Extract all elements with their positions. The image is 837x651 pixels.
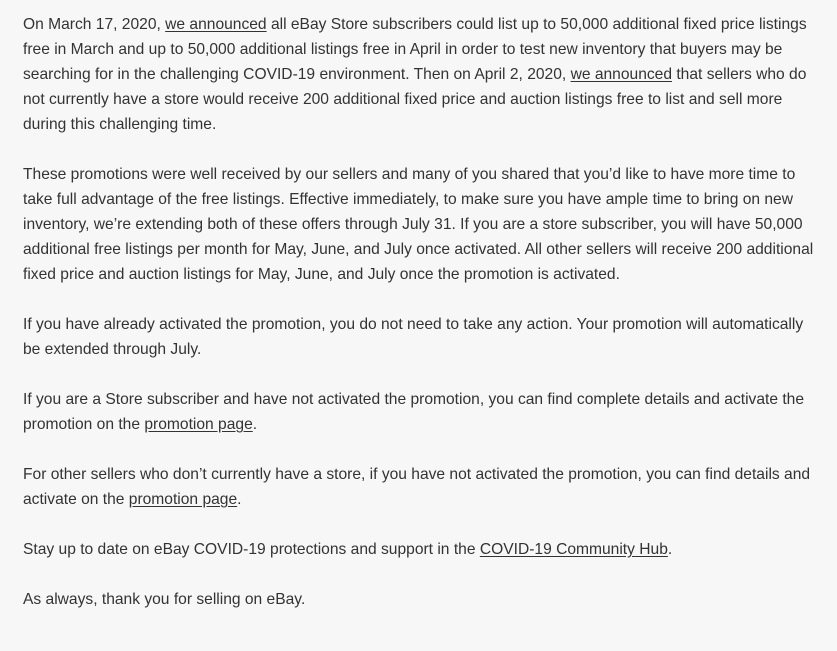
- paragraph-text: These promotions were well received by our sellers and many of you shared that you’d like to have more time to take full advantage of the free listings. Effective immediately, to make sure you have ample time to bring on new inventory, we’re extending both of these offers through July 31. If you are a store subscriber, you will have 50,000 additional free listings per month for May, June, and July once activated. All other sellers will receive 200 additional fixed price and auction listings for May, June, and July once the promotion is activated.: [23, 166, 814, 283]
- paragraph-march-announcement: [23, 12, 819, 137]
- paragraph-text: .: [667, 541, 673, 558]
- paragraph-text: If you are a Store subscriber and have not activated the promotion, you can find complete details and activate the promotion on the: [23, 391, 805, 433]
- paragraph-other-sellers: [23, 462, 819, 512]
- paragraph-extension: [23, 162, 819, 287]
- paragraph-covid-hub: [23, 537, 819, 562]
- paragraph-text: On March 17, 2020,: [23, 16, 166, 33]
- covid-community-hub-link[interactable]: COVID-19 Community Hub: [479, 541, 668, 558]
- paragraph-text: Stay up to date on eBay COVID-19 protections and support in the: [23, 541, 480, 558]
- paragraph-text: If you have already activated the promotion, you do not need to take any action. Your promotion will automatically be extended through July.: [23, 316, 804, 358]
- paragraph-already-activated: [23, 312, 819, 362]
- paragraph-text: .: [252, 416, 258, 433]
- we-announced-link-april[interactable]: we announced: [570, 66, 673, 83]
- promotion-page-link-store[interactable]: promotion page: [144, 416, 253, 433]
- paragraph-text: all eBay Store subscribers could list up to 50,000 additional fixed price listings free in March and up to 50,000 additional listings free in April in order to test new inventory that buyers may be searching for in the challenging COVID-19 environment. Then on April 2, 2020,: [23, 16, 807, 83]
- paragraph-closing: [23, 587, 819, 612]
- paragraph-text: As always, thank you for selling on eBay.: [23, 591, 306, 608]
- paragraph-text: .: [237, 491, 242, 508]
- promotion-page-link-other[interactable]: promotion page: [128, 491, 238, 508]
- paragraph-store-subscriber: [23, 387, 819, 437]
- we-announced-link-march[interactable]: we announced: [165, 16, 267, 33]
- paragraph-text: For other sellers who don’t currently have a store, if you have not activated the promotion, you can find details and activate on the: [23, 466, 811, 508]
- paragraph-text: that sellers who do not currently have a store would receive 200 additional fixed price and auction listings free to list and sell more during this challenging time.: [23, 66, 807, 133]
